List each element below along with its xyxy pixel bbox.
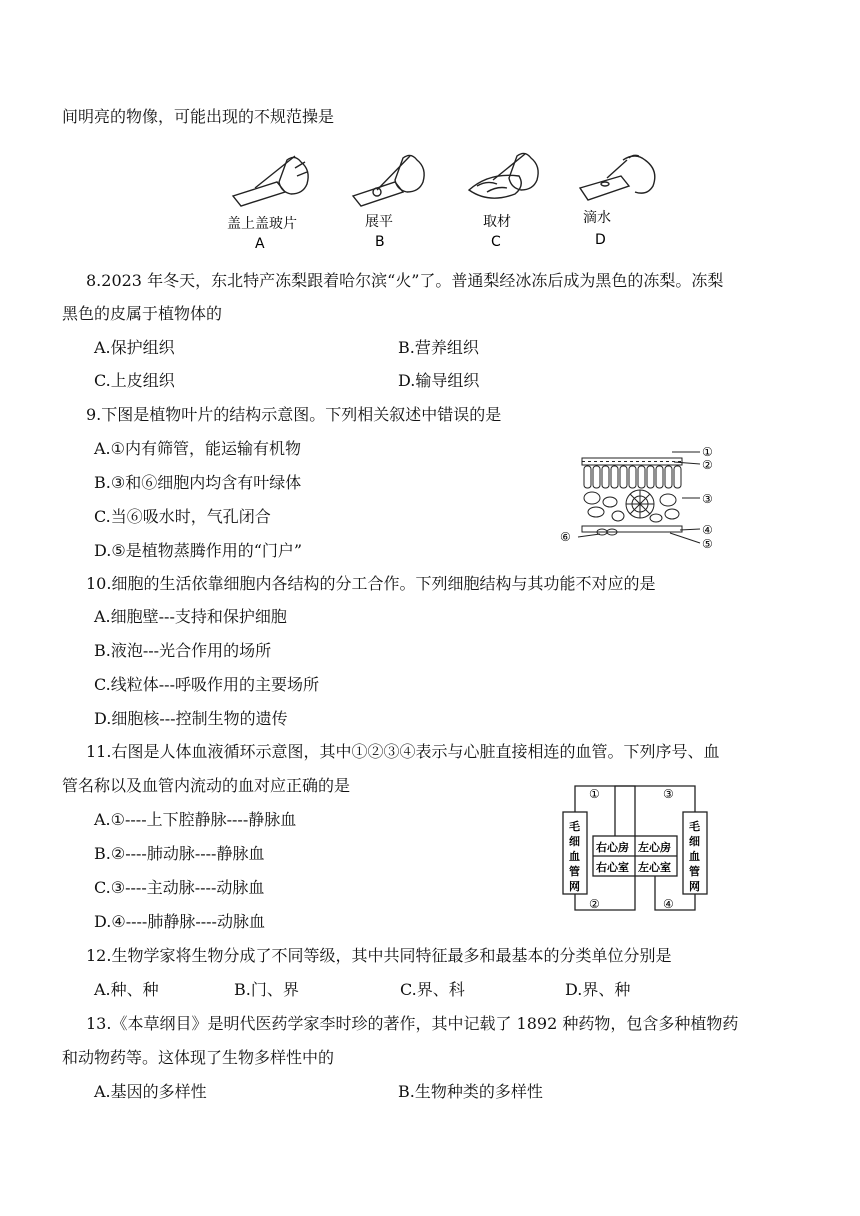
q9-option-c: C.当⑥吸水时，气孔闭合 bbox=[94, 507, 271, 526]
capillary-char: 血 bbox=[689, 850, 700, 863]
q12-option-b: B.门、界 bbox=[234, 980, 299, 999]
figure-letter-c: C bbox=[491, 234, 501, 250]
capillary-char: 毛 bbox=[569, 820, 580, 833]
chamber-left-atrium: 左心房 bbox=[638, 841, 671, 854]
q9-option-a: A.①内有筛管，能运输有机物 bbox=[94, 439, 301, 458]
figure-d-sketch bbox=[580, 155, 655, 200]
intro-line: 间明亮的物像，可能出现的不规范操是 bbox=[62, 107, 335, 126]
q8-option-a: A.保护组织 bbox=[94, 338, 175, 357]
figure-letter-b: B bbox=[375, 234, 385, 250]
left-capillary-label bbox=[569, 819, 580, 893]
q8-line2: 黑色的皮属于植物体的 bbox=[62, 304, 223, 323]
q12-option-d: D.界、种 bbox=[565, 980, 631, 999]
q9-option-b: B.③和⑥细胞内均含有叶绿体 bbox=[94, 473, 302, 492]
microscope-operation-figure bbox=[225, 148, 675, 253]
capillary-char: 细 bbox=[689, 835, 700, 848]
q10-option-d: D.细胞核---控制生物的遗传 bbox=[94, 709, 288, 728]
vessel-num-3: ③ bbox=[663, 787, 674, 801]
leaf-label-6: ⑥ bbox=[560, 530, 571, 544]
leaf-label-5: ⑤ bbox=[702, 537, 713, 551]
figure-label-d: 滴水 bbox=[583, 210, 611, 226]
leaf-label-1: ① bbox=[702, 445, 713, 459]
q13-option-b: B.生物种类的多样性 bbox=[398, 1082, 543, 1101]
chamber-right-atrium: 右心房 bbox=[596, 841, 629, 854]
figure-a-sketch bbox=[233, 156, 308, 206]
blood-circulation-diagram bbox=[555, 782, 715, 918]
q12-option-a: A.种、种 bbox=[94, 980, 159, 999]
q13-line2: 和动物药等。这体现了生物多样性中的 bbox=[62, 1048, 335, 1067]
q11-option-c: C.③----主动脉----动脉血 bbox=[94, 878, 265, 897]
vessel-num-1: ① bbox=[589, 787, 600, 801]
capillary-char: 毛 bbox=[689, 820, 700, 833]
q12-option-c: C.界、科 bbox=[400, 980, 465, 999]
leaf-label-3: ③ bbox=[702, 492, 713, 506]
capillary-char: 细 bbox=[569, 835, 580, 848]
vessel-num-2: ② bbox=[589, 897, 600, 911]
q8-line1: 8.2023 年冬天，东北特产冻梨跟着哈尔滨“火”了。普通梨经冰冻后成为黑色的冻梨。冻梨 bbox=[86, 271, 724, 290]
chamber-right-ventricle: 右心室 bbox=[596, 861, 629, 874]
q8-option-c: C.上皮组织 bbox=[94, 371, 175, 390]
q11-line1: 11.右图是人体血液循环示意图，其中①②③④表示与心脏直接相连的血管。下列序号、血 bbox=[86, 742, 720, 761]
figure-label-a: 盖上盖玻片 bbox=[227, 216, 297, 232]
leaf-label-4: ④ bbox=[702, 523, 713, 537]
q10-option-b: B.液泡---光合作用的场所 bbox=[94, 641, 272, 660]
q11-option-a: A.①----上下腔静脉----静脉血 bbox=[94, 810, 297, 829]
figure-letter-a: A bbox=[255, 236, 265, 252]
capillary-char: 网 bbox=[569, 880, 580, 893]
figure-letter-d: D bbox=[595, 232, 606, 248]
q12-stem: 12.生物学家将生物分成了不同等级，其中共同特征最多和最基本的分类单位分别是 bbox=[86, 946, 672, 965]
q10-option-c: C.线粒体---呼吸作用的主要场所 bbox=[94, 675, 319, 694]
capillary-char: 管 bbox=[569, 865, 580, 878]
q8-option-d: D.输导组织 bbox=[398, 371, 480, 390]
right-capillary-label bbox=[689, 819, 700, 893]
figure-b-sketch bbox=[353, 155, 424, 206]
q11-option-b: B.②----肺动脉----静脉血 bbox=[94, 844, 265, 863]
chamber-left-ventricle: 左心室 bbox=[638, 861, 671, 874]
q13-option-a: A.基因的多样性 bbox=[94, 1082, 207, 1101]
q10-stem: 10.细胞的生活依靠细胞内各结构的分工合作。下列细胞结构与其功能不对应的是 bbox=[86, 574, 656, 593]
figure-label-b: 展平 bbox=[365, 214, 393, 230]
capillary-char: 网 bbox=[689, 880, 700, 893]
figure-label-c: 取材 bbox=[483, 214, 511, 230]
q10-option-a: A.细胞壁---支持和保护细胞 bbox=[94, 607, 287, 626]
q11-line2: 管名称以及血管内流动的血对应正确的是 bbox=[62, 776, 351, 795]
q9-option-d: D.⑤是植物蒸腾作用的“门户” bbox=[94, 541, 303, 560]
vessel-num-4: ④ bbox=[663, 897, 674, 911]
capillary-char: 管 bbox=[689, 865, 700, 878]
q9-stem: 9.下图是植物叶片的结构示意图。下列相关叙述中错误的是 bbox=[86, 405, 502, 424]
leaf-structure-diagram bbox=[560, 440, 720, 556]
figure-c-sketch bbox=[469, 153, 538, 198]
q11-option-d: D.④----肺静脉----动脉血 bbox=[94, 912, 265, 931]
palisade-layer bbox=[584, 466, 681, 488]
q13-line1: 13.《本草纲目》是明代医药学家李时珍的著作，其中记载了 1892 种药物，包含多种植物药 bbox=[86, 1014, 739, 1033]
spongy-layer bbox=[584, 490, 679, 522]
leaf-label-2: ② bbox=[702, 458, 713, 472]
capillary-char: 血 bbox=[569, 850, 580, 863]
q8-option-b: B.营养组织 bbox=[398, 338, 479, 357]
